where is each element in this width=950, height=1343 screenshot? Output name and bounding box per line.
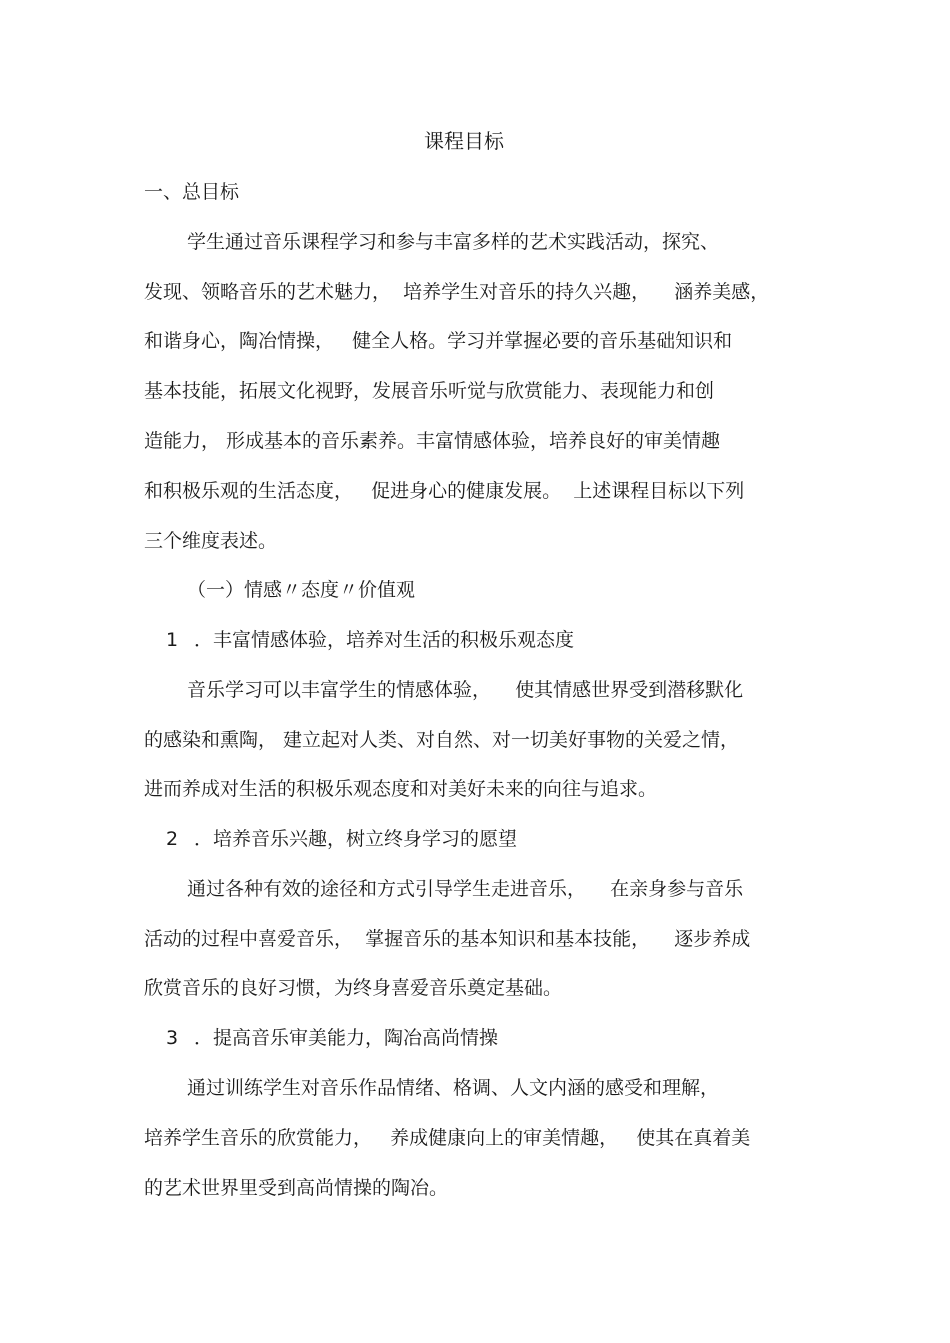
item-text: ．提高音乐审美能力，陶冶高尚情操 bbox=[194, 1027, 499, 1049]
paragraph-line: 和积极乐观的生活态度， 促进身心的健康发展。 上述课程目标以下列 bbox=[144, 480, 745, 502]
paragraph-line: 和谐身心，陶冶情操， 健全人格。学习并掌握必要的音乐基础知识和 bbox=[144, 330, 733, 352]
subheading-emotion-attitude-values: （一）情感〃态度〃价值观 bbox=[187, 579, 416, 601]
paragraph-line: 的艺术世界里受到高尚情操的陶冶。 bbox=[144, 1177, 449, 1199]
paragraph-line: 欣赏音乐的良好习惯，为终身喜爱音乐奠定基础。 bbox=[144, 977, 563, 999]
paragraph-line: 通过训练学生对音乐作品情绪、格调、人文内涵的感受和理解， bbox=[187, 1077, 720, 1099]
paragraph-line: 三个维度表述。 bbox=[144, 530, 278, 552]
item-number: 1 bbox=[166, 629, 179, 651]
paragraph-line: 活动的过程中喜爱音乐， 掌握音乐的基本知识和基本技能， 逐步养成 bbox=[144, 928, 751, 950]
paragraph-line: 发现、领略音乐的艺术魅力， 培养学生对音乐的持久兴趣， 涵养美感， bbox=[144, 281, 770, 303]
paragraph-line: 学生通过音乐课程学习和参与丰富多样的艺术实践活动，探究、 bbox=[187, 231, 720, 253]
paragraph-line: 基本技能，拓展文化视野，发展音乐听觉与欣赏能力、表现能力和创 bbox=[144, 380, 715, 402]
paragraph-line: 的感染和熏陶， 建立起对人类、对自然、对一切美好事物的关爱之情， bbox=[144, 729, 740, 751]
item-number: 3 bbox=[166, 1027, 179, 1049]
section-heading-general: 一、总目标 bbox=[144, 181, 240, 203]
paragraph-line: 音乐学习可以丰富学生的情感体验， 使其情感世界受到潜移默化 bbox=[187, 679, 744, 701]
paragraph-line: 培养学生音乐的欣赏能力， 养成健康向上的审美情趣， 使其在真着美 bbox=[144, 1127, 751, 1149]
item-text: ．培养音乐兴趣，树立终身学习的愿望 bbox=[194, 828, 518, 850]
document-title: 课程目标 bbox=[424, 129, 504, 153]
paragraph-line: 进而养成对生活的积极乐观态度和对美好未来的向往与追求。 bbox=[144, 778, 658, 800]
paragraph-line: 通过各种有效的途径和方式引导学生走进音乐， 在亲身参与音乐 bbox=[187, 878, 744, 900]
item-text: ．丰富情感体验，培养对生活的积极乐观态度 bbox=[194, 629, 575, 651]
item-number: 2 bbox=[166, 828, 179, 850]
paragraph-line: 造能力， 形成基本的音乐素养。丰富情感体验，培养良好的审美情趣 bbox=[144, 430, 721, 452]
